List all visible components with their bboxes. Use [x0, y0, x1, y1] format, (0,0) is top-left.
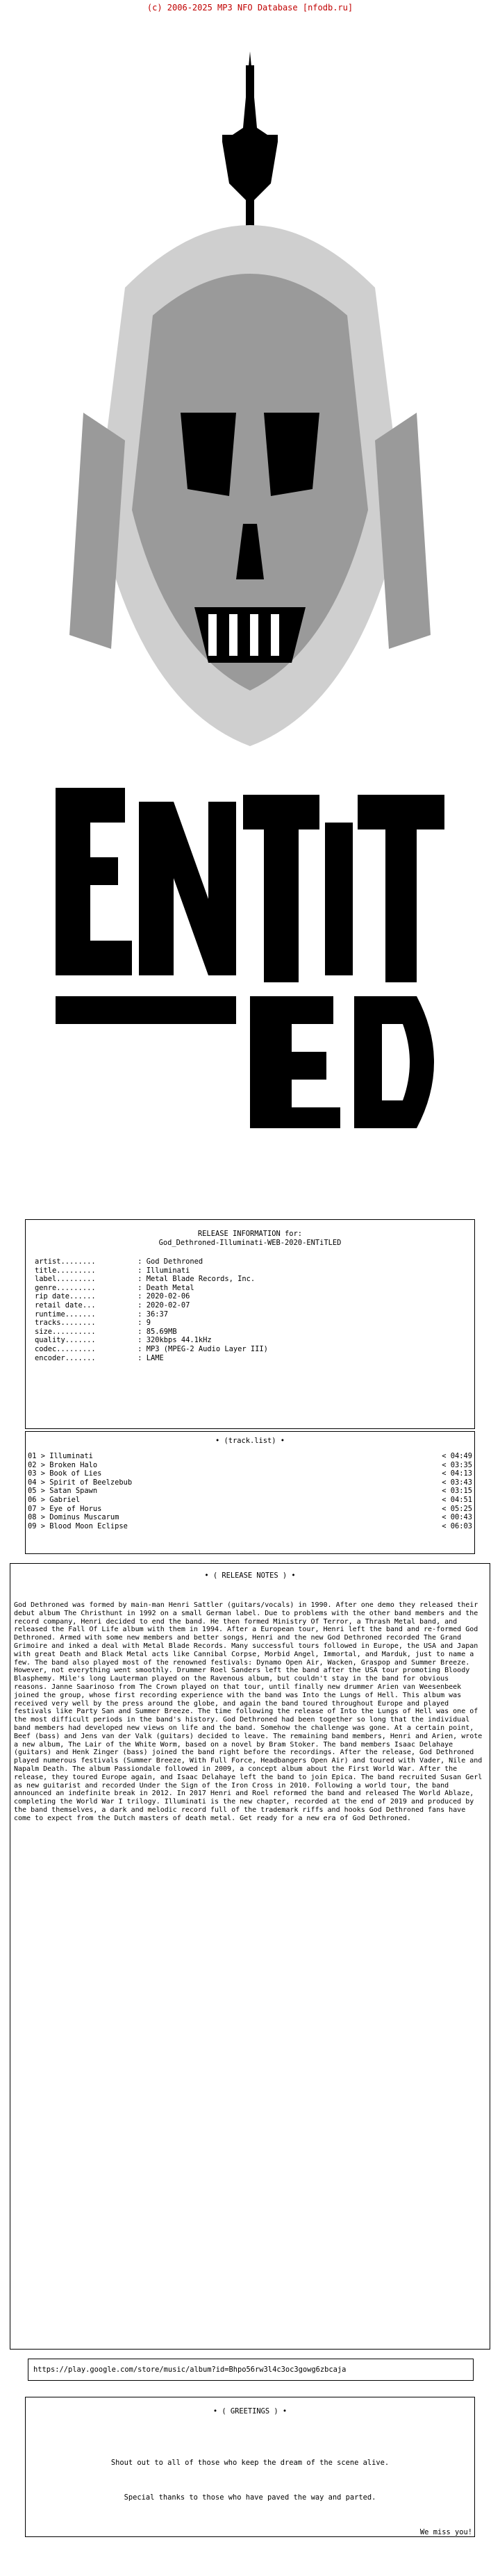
release-field: size.......... : 85.69MB: [35, 1327, 177, 1336]
release-fields: [35, 1257, 465, 1362]
track-number: 07: [28, 1504, 37, 1513]
track-title: Dominus Muscarum: [49, 1513, 119, 1522]
track-title: Broken Halo: [49, 1460, 98, 1469]
release-field: runtime....... : 36:37: [35, 1310, 169, 1319]
track-title: Satan Spawn: [49, 1487, 98, 1496]
field-value: 2020-02-07: [146, 1301, 190, 1310]
track-time: 05:25: [450, 1504, 472, 1513]
entitled-logo-text: [56, 788, 444, 1128]
track-row: 04 > Spirit of Beelzebub < 03:43: [28, 1478, 472, 1487]
track-title: Blood Moon Eclipse: [49, 1521, 128, 1530]
field-key: genre.........: [35, 1283, 96, 1292]
track-row: 01 > Illuminati < 04:49: [28, 1452, 472, 1460]
track-title: Eye of Horus: [49, 1504, 102, 1513]
track-number: 01: [28, 1452, 37, 1460]
field-key: artist........: [35, 1257, 96, 1266]
field-value: 9: [146, 1319, 151, 1328]
track-title: Gabriel: [49, 1495, 81, 1504]
field-key: title.........: [35, 1266, 96, 1275]
logo-tagline: aNtiHpURE -/\\-/\\-: [368, 1112, 410, 1130]
track-title: Spirit of Beelzebub: [49, 1478, 133, 1487]
track-time: 03:43: [450, 1478, 472, 1487]
release-field: artist........ : God Dethroned: [35, 1257, 203, 1266]
greetings-text: [28, 2438, 472, 2547]
ascii-art-logo: [42, 24, 458, 1135]
greeting-line-2: Special thanks to those who have paved the way and parted.: [124, 2493, 376, 2502]
track-number: 05: [28, 1487, 37, 1496]
release-field: rip date...... : 2020-02-06: [35, 1292, 190, 1301]
track-row: 08 > Dominus Muscarum < 00:43: [28, 1513, 472, 1522]
field-value: God Dethroned: [146, 1257, 203, 1266]
track-number: 03: [28, 1469, 37, 1478]
track-time: 03:35: [450, 1460, 472, 1469]
field-value: 320kbps 44.1kHz: [146, 1336, 212, 1345]
field-value: MP3 (MPEG-2 Audio Layer III): [146, 1344, 268, 1353]
track-time: 03:15: [450, 1487, 472, 1496]
release-field: retail date... : 2020-02-07: [35, 1301, 190, 1310]
greeting-line-1: Shout out to all of those who keep the dream of the scene alive.: [110, 2459, 390, 2467]
field-key: encoder.......: [35, 1353, 96, 1362]
skull-artwork: [69, 51, 431, 746]
track-title: Book of Lies: [49, 1469, 102, 1478]
track-row: 06 > Gabriel < 04:51: [28, 1495, 472, 1504]
field-value: 85.69MB: [146, 1327, 177, 1336]
field-value: 36:37: [146, 1310, 169, 1319]
release-field: title......... : Illuminati: [35, 1266, 190, 1275]
field-key: quality.......: [35, 1336, 96, 1345]
track-row: 05 > Satan Spawn < 03:15: [28, 1487, 472, 1496]
track-time: 06:03: [450, 1521, 472, 1530]
track-row: 09 > Blood Moon Eclipse < 06:03: [28, 1521, 472, 1530]
field-value: Metal Blade Records, Inc.: [146, 1275, 256, 1284]
field-value: LAME: [146, 1353, 164, 1362]
release-field: codec......... : MP3 (MPEG-2 Audio Layer III): [35, 1344, 268, 1353]
field-value: Death Metal: [146, 1283, 194, 1292]
track-time: 04:13: [450, 1469, 472, 1478]
notes-header: • ( RELEASE NOTES ) •: [204, 1571, 296, 1580]
field-key: codec.........: [35, 1344, 96, 1353]
tracklist-header: • (track.list) •: [215, 1437, 285, 1445]
track-number: 09: [28, 1521, 37, 1530]
tracklist: [28, 1452, 472, 1530]
release-field: tracks........ : 9: [35, 1319, 151, 1328]
field-value: Illuminati: [146, 1266, 190, 1275]
track-number: 06: [28, 1495, 37, 1504]
field-value: 2020-02-06: [146, 1292, 190, 1301]
release-field: genre......... : Death Metal: [35, 1283, 194, 1292]
field-key: runtime.......: [35, 1310, 96, 1319]
release-field: encoder....... : LAME: [35, 1353, 164, 1362]
greeting-line-3: We miss you!: [419, 2528, 472, 2536]
track-number: 04: [28, 1478, 37, 1487]
greetings-header: • ( GREETINGS ) •: [212, 2407, 288, 2416]
copyright-header: (c) 2006-2025 MP3 NFO Database [nfodb.ru]: [147, 3, 353, 13]
track-row: 03 > Book of Lies < 04:13: [28, 1469, 472, 1478]
field-key: size..........: [35, 1327, 96, 1336]
release-notes-text: God Dethroned was formed by main-man Henri Sattler (guitars/vocals) in 1990. After one demo they released their debut album The Christhunt in 1992 on a small German label. Due to problems with the other band members and the record company, Henri decided to end the band. He then formed Ministry Of Terror, a Thrash Metal band, and released the Fall Of Life album with them in 1994. After a European tour, Henri left the band and re-formed God Dethroned. Armed with some new members and better songs, Henri and the new God Dethroned recorded The Grand Grimoire and inked a deal with Metal Blade Records. Many successful tours followed in Europe, the USA and Japan with great Death and Black Metal acts like Cannibal Corpse, Morbid Angel, Immortal, and Marduk, just to name a few. The band also played most of the renowned festivals: Dynamo Open Air, Wacken, Graspop and Summer Breeze. However, not everything went smoothly. Drummer Roel Sanders left the band after the USA tour promoting Bloody Blasphemy. Mile's long Lauterman played on the Ravenous album, but couldn't stay in the band for obvious reasons. Janne Saarinoso from The Crown played on that tour, until finally new drummer Arien van Weesenbeek joined the group, whose first recording experience with the band was Into the Lungs of Hell. This album was received very well by the press around the globe, and again the band toured throughout Europe and played festivals like Party San and Summer Breeze. The time following the release of Into the Lungs of Hell was one of the most difficult periods in the band's history. God Dethroned had been together so long that the individual band members had developed new views on life and the band. Somehow the challenge was gone. At a certain point, Beef (bass) and Jens van der Valk (guitars) decided to leave. The remaining band members, Henri and Arien, wrote a new album, The Lair of the White Worm, based on a novel by Bram Stoker. The band members Isaac Delahaye (guitars) and Henk Zinger (bass) joined the band right before the recordings. After the release, God Dethroned played numerous festivals (Summer Breeze, With Full Force, Headbangers Open Air) and toured with Vader, Nile and Napalm Death. The album Passiondale followed in 2009, a concept album about the First World War. After the release, they toured Europe again, and Isaac Delahaye left the band to join Epica. The band recruited Susan Gerl as new guitarist and recorded Under the Sign of the Iron Cross in 2010. Following a world tour, the band announced an indefinite break in 2012. In 2017 Henri and Roel reformed the band and released The World Ablaze, completing the World War I trilogy. Illuminati is the new chapter, recorded at the end of 2019 and produced by the band themselves, a dark and melodic record full of the trademark riffs and hooks God Dethroned fans have come to expect from the Dutch masters of death metal. Get ready for a new era of God Dethroned.: [14, 1601, 483, 1822]
release-field: label......... : Metal Blade Records, Inc.: [35, 1275, 256, 1284]
field-key: retail date...: [35, 1301, 96, 1310]
album-link[interactable]: https://play.google.com/store/music/album?id=Bhpo56rw3l4c3oc3gowg6zbcaja: [33, 2366, 347, 2374]
track-number: 08: [28, 1513, 37, 1522]
track-row: 02 > Broken Halo < 03:35: [28, 1460, 472, 1469]
field-key: rip date......: [35, 1292, 96, 1301]
release-field: quality....... : 320kbps 44.1kHz: [35, 1336, 212, 1345]
track-row: 07 > Eye of Horus < 05:25: [28, 1504, 472, 1513]
track-time: 04:51: [450, 1495, 472, 1504]
track-time: 04:49: [450, 1452, 472, 1460]
release-heading: RELEASE INFORMATION for: God_Dethroned-Illuminati-WEB-2020-ENTiTLED: [158, 1230, 342, 1247]
track-time: 00:43: [450, 1513, 472, 1522]
field-key: label.........: [35, 1275, 96, 1284]
track-title: Illuminati: [49, 1452, 93, 1460]
field-key: tracks........: [35, 1319, 96, 1328]
track-number: 02: [28, 1460, 37, 1469]
